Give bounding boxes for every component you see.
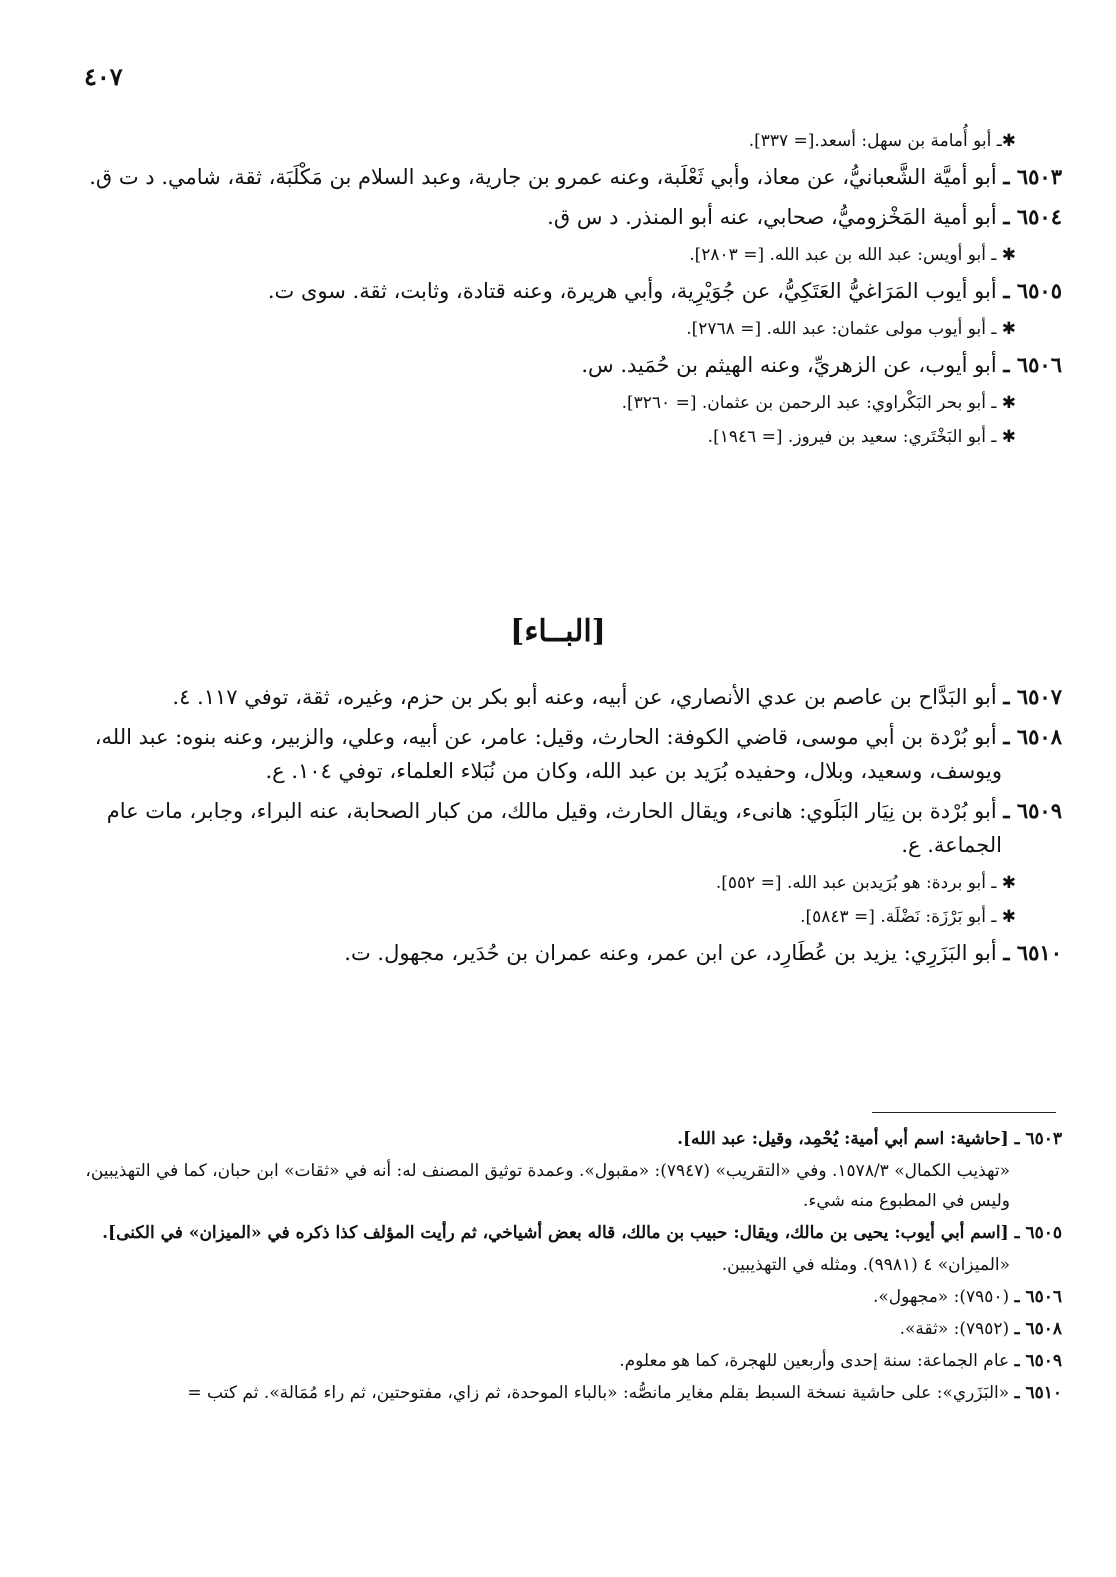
footnote — [82, 1314, 1062, 1344]
footnote — [82, 1124, 1062, 1154]
entry — [82, 680, 1062, 714]
footnote-text: «البَزَري»: على حاشية نسخة السبط بقلم مغاير مانصُّه: «بالباء الموحدة، ثم زاي، مفتوحتين، ثم راء مُمَالة». ثم كتب = — [187, 1383, 1010, 1403]
entry-text: أبو أميَّة الشَّعبانيُّ، عن معاذ، وأبي ثَعْلَبة، وعنه عمرو بن جارية، وعبد السلام بن مَكْلَبَة، ثقة، شامي. د ت ق. — [89, 165, 997, 189]
entry-text: أبو البَدَّاح بن عاصم بن عدي الأنصاري، عن أبيه، وعنه أبو بكر بن حزم، وغيره، ثقة، توفي ١١٧. ٤. — [172, 685, 997, 709]
entry — [82, 200, 1062, 234]
cross-reference: ✱ ـ أبو أيوب مولى عثمان: عبد الله. [= ٢٧٦٨]. — [686, 319, 1016, 339]
footnote-number: ٦٥٠٣ ـ — [1014, 1129, 1062, 1149]
entry-text: أبو أيوب، عن الزهريِّ، وعنه الهيثم بن حُمَيد. س. — [581, 353, 997, 377]
cross-reference: ✱ ـ أبو أويس: عبد الله بن عبد الله. [= ٢٨٠٣]. — [689, 245, 1016, 265]
cross-reference: ✱ ـ أبو البَخْتَري: سعيد بن فيروز. [= ١٩٤٦]. — [707, 427, 1016, 447]
cross-reference: ✱ ـ أبو بَرْزَة: نَضْلَة. [= ٥٨٤٣]. — [800, 907, 1016, 927]
entry — [82, 794, 1062, 862]
entry-number: ٦٥٠٧ ـ — [1003, 684, 1062, 709]
entry — [82, 720, 1062, 788]
entry-number: ٦٥١٠ ـ — [1003, 940, 1062, 965]
entry-text: أبو أيوب المَرَاغيُّ العَتَكِيُّ، عن جُوَيْرِية، وأبي هريرة، وعنه قتادة، وثابت، ثقة. سوى ت. — [267, 279, 997, 303]
footnote-text: عام الجماعة: سنة إحدى وأربعين للهجرة، كما هو معلوم. — [619, 1351, 1010, 1371]
entry-text: أبو البَزَرِي: يزيد بن عُطَارِد، عن ابن عمر، وعنه عمران بن حُدَير، مجهول. ت. — [344, 941, 997, 965]
entry-number: ٦٥٠٤ ـ — [1003, 204, 1062, 229]
cross-reference: ✱ ـ أبو بردة: هو بُرَيدبن عبد الله. [= ٥٥٢]. — [715, 873, 1016, 893]
footnote-text: [حاشية: اسم أبي أمية: يُحْمِد، وقيل: عبد الله]. — [677, 1129, 1009, 1149]
entry-number: ٦٥٠٥ ـ — [1003, 278, 1062, 303]
footnote-text: (٧٩٥٠): «مجهول». — [872, 1287, 1010, 1307]
entry — [82, 936, 1062, 970]
entry — [82, 160, 1062, 194]
footnote-number: ٦٥٠٦ ـ — [1014, 1287, 1062, 1307]
entry — [82, 274, 1062, 308]
footnote-divider — [872, 1112, 1056, 1113]
footnote-continuation: «تهذيب الكمال» ١٥٧٨/٣. وفي «التقريب» (٧٩٤٧): «مقبول». وعمدة توثيق المصنف له: أنه في «ثقات» ابن حبان، كما في التهذيبين، وليس في المطبوع منه شيء. — [85, 1161, 1010, 1211]
bottom-entries — [82, 680, 1062, 976]
footnote — [82, 1282, 1062, 1312]
footnote — [82, 1346, 1062, 1376]
footnote-number: ٦٥٠٩ ـ — [1014, 1351, 1062, 1371]
section-heading: [البــاء] — [510, 614, 606, 649]
footnote-text: [اسم أبي أيوب: يحيى بن مالك، ويقال: حبيب بن مالك، قاله بعض أشياخي، ثم رأيت المؤلف كذا ذكره في «الميزان» في الكنى]. — [102, 1223, 1009, 1243]
top-entries — [82, 126, 1062, 456]
entry-number: ٦٥٠٩ ـ — [1003, 798, 1062, 823]
footnote-number: ٦٥١٠ ـ — [1014, 1383, 1062, 1403]
entry-text: أبو بُرْدة بن أبي موسى، قاضي الكوفة: الحارث، وقيل: عامر، عن أبيه، وعلي، والزبير، وعنه بنوه: عبد الله، ويوسف، وسعيد، وبلال، وحفيده بُرَيد بن عبد الله، وكان من نُبَلاء العلماء، توفي ١٠٤. ع. — [94, 725, 1002, 783]
footnote — [82, 1378, 1062, 1408]
cross-reference: ✱ـ أبو أُمامة بن سهل: أسعد.[= ٣٣٧]. — [748, 131, 1016, 151]
entry-number: ٦٥٠٣ ـ — [1003, 164, 1062, 189]
footnote-number: ٦٥٠٨ ـ — [1014, 1319, 1062, 1339]
cross-reference: ✱ ـ أبو بحر البَكْراوي: عبد الرحمن بن عثمان. [= ٣٢٦٠]. — [621, 393, 1016, 413]
footnote-number: ٦٥٠٥ ـ — [1014, 1223, 1062, 1243]
entry — [82, 348, 1062, 382]
footnote-text: (٧٩٥٢): «ثقة». — [899, 1319, 1010, 1339]
footnotes — [82, 1124, 1062, 1410]
entry-number: ٦٥٠٦ ـ — [1003, 352, 1062, 377]
footnote — [82, 1218, 1062, 1248]
footnote-continuation: «الميزان» ٤ (٩٩٨١). ومثله في التهذيبين. — [721, 1255, 1010, 1275]
page-number: ٤٠٧ — [84, 62, 123, 91]
entry-text: أبو بُرْدة بن نِيَار البَلَوي: هانىء، ويقال الحارث، وقيل مالك، من كبار الصحابة، عنه البراء، وجابر، مات عام الجماعة. ع. — [106, 799, 1002, 857]
entry-number: ٦٥٠٨ ـ — [1003, 724, 1062, 749]
entry-text: أبو أمية المَخْزوميُّ، صحابي، عنه أبو المنذر. د س ق. — [547, 205, 997, 229]
